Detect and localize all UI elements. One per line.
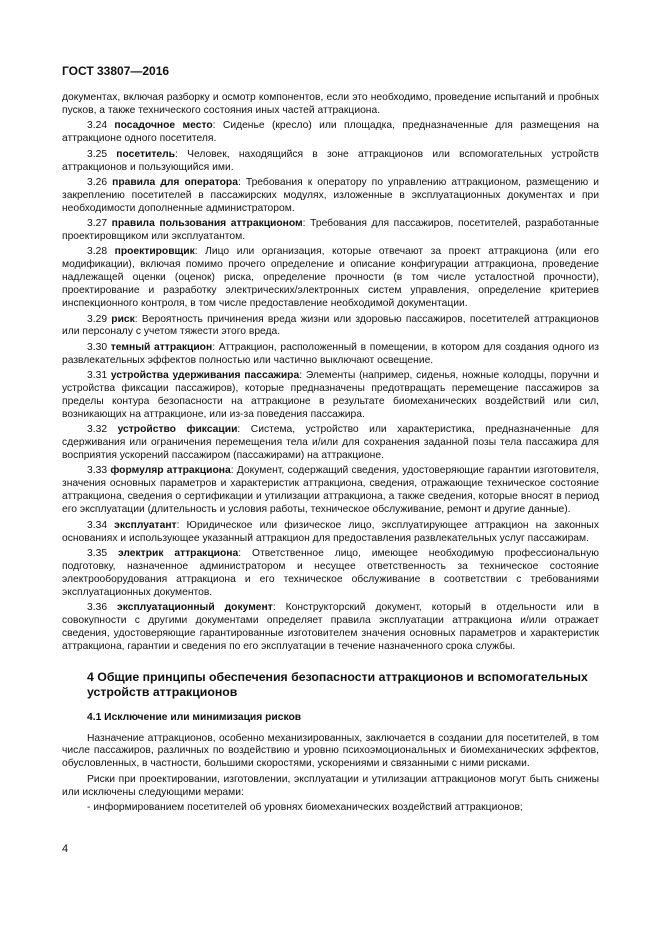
definition-text: : Элементы (например, сиденья, ножные колодцы, поручни и устройства фиксации пассажиров), которые предназначены предотвращать перемещение пассажиров за пределы контура безопасности на аттракционе в результате биомеханических воздействий или сил, возникающих на аттракционе, или из-за поведения пассажира. xyxy=(62,370,599,420)
definition-term: устройства удерживания пассажира xyxy=(110,370,300,382)
definition-term: формуляр аттракциона xyxy=(110,465,231,477)
definition-text: : Ответственное лицо, имеющее необходимую профессиональную подготовку, назначенное администратором и несущее ответственность за техническое состояние электрооборудования аттракциона и его техническое обслуживание в соответствии с требованиями эксплуатационных документов. xyxy=(62,547,599,598)
definition-text: : Требования к оператору по управлению аттракционом, размещению и закреплению посетителей в пассажирских модулях, изложенные в эксплуатационных документах и при необходимости дополненные администратором. xyxy=(62,176,599,214)
body-paragraph: Риски при проектировании, изготовлении, эксплуатации и утилизации аттракционов могут быть снижены или исключены следующими мерами: xyxy=(62,773,599,798)
definition-text: : Конструкторский документ, который в отдельности или в совокупности с другими документами определяет правила эксплуатации аттракциона и/или отражает сведения, удостоверяющие гарантированные изготовителем значения основных параметров и характеристик аттракциона, гарантии и сведения по его эксплуатации в течение назначенного срока службы. xyxy=(62,602,599,652)
definition-text: : Вероятность причинения вреда жизни или здоровью пассажиров, посетителей аттракционов или персоналу с учетом тяжести этого вреда. xyxy=(62,313,599,338)
page-body xyxy=(62,92,599,818)
definition-number: 3.26 xyxy=(87,176,108,188)
definitions-list xyxy=(62,120,599,653)
definition-item xyxy=(62,120,599,146)
definition-term: эксплуатационный документ xyxy=(117,602,273,614)
definition-term: правила пользования аттракционом xyxy=(111,218,303,230)
definition-item xyxy=(62,342,599,368)
definition-item xyxy=(62,424,599,463)
page-number: 4 xyxy=(62,843,69,855)
definition-term: эксплуатант xyxy=(114,519,177,531)
definition-text: : Аттракцион, расположенный в помещении, в котором для создания одного из развлекательных эффектов полностью или частично выключают освещение. xyxy=(62,341,599,366)
definition-term: проектировщик xyxy=(114,246,195,258)
definition-number: 3.29 xyxy=(87,313,108,325)
definition-text: : Лицо или организация, которые отвечают за проект аттракциона (или его модификации), включая помимо прочего определение и описание конфигурации аттракциона, проведение надлежащей оценки (оценок) риска, определение прочности (в том числе усталостной прочности), проектирование и разработку электрических/электронных систем управления, определение критериев инспекционного контроля, в том числе предоставление необходимой документации. xyxy=(62,246,599,310)
definition-item xyxy=(62,602,599,654)
definition-number: 3.35 xyxy=(87,547,108,559)
definition-term: темный аттракцион xyxy=(110,341,213,353)
definition-item xyxy=(62,218,599,244)
subsection-title: 4.1 Исключение или минимизация рисков xyxy=(87,711,302,723)
definition-number: 3.27 xyxy=(87,218,108,230)
definition-number: 3.36 xyxy=(87,602,108,614)
definition-number: 3.24 xyxy=(87,120,108,132)
definition-text: : Юридическое или физическое лицо, эксплуатирующее аттракцион на законных основаниях и использующее указанный аттракцион для предоставления развлекательных услуг пассажирам. xyxy=(62,519,599,544)
definition-term: правила для оператора xyxy=(112,176,238,188)
definition-number: 3.25 xyxy=(87,148,108,160)
definition-item xyxy=(62,314,599,340)
definition-item xyxy=(62,149,599,175)
definition-text: : Документ, содержащий сведения, удостоверяющие гарантии изготовителя, значения основных параметров и характеристик аттракциона, сведения, отражающие техническое состояние аттракциона, сведения о сертификации и утилизации аттракциона, а также сведения, которые вносят в период его эксплуатации (длительность и условия работы, техническое обслуживание, ремонт и другие данные). xyxy=(62,465,599,516)
list-item: - информированием посетителей об уровнях биомеханических воздействий аттракционов; xyxy=(87,802,523,814)
definition-term: электрик аттракциона xyxy=(117,547,239,559)
definition-item xyxy=(62,465,599,517)
definition-number: 3.28 xyxy=(87,246,108,258)
definition-number: 3.32 xyxy=(87,424,108,436)
definition-term: посадочное место xyxy=(114,120,213,132)
definition-item xyxy=(62,246,599,311)
definition-number: 3.34 xyxy=(87,519,108,531)
definition-term: устройство фиксации xyxy=(117,424,238,436)
document-header: ГОСТ 33807—2016 xyxy=(62,64,170,78)
definition-term: посетитель xyxy=(116,148,175,160)
definition-number: 3.33 xyxy=(87,465,108,477)
definition-term: риск xyxy=(111,313,135,325)
definition-number: 3.31 xyxy=(87,370,108,382)
body-paragraph: Назначение аттракционов, особенно механизированных, заключается в создании для посетителей, в том числе пассажиров, различных по воздействию и уровню психоэмоциональных и биомеханических эффектов, обусловленных, в частности, большими скоростями, ускорениями и связанными с ними рисками. xyxy=(62,732,599,770)
intro-paragraph: документах, включая разборку и осмотр компонентов, если это необходимо, проведение испытаний и пробных пусков, а также технического состояния иных частей аттракциона. xyxy=(62,92,599,116)
section-title: 4 Общие принципы обеспечения безопасности аттракционов и вспомогательных устройств аттракционов xyxy=(87,669,588,699)
definition-text: : Сиденье (кресло) или площадка, предназначенные для размещения на аттракционе одного посетителя. xyxy=(62,120,599,145)
definition-number: 3.30 xyxy=(87,341,108,353)
definition-item xyxy=(62,177,599,216)
definition-item xyxy=(62,520,599,546)
definition-item xyxy=(62,370,599,422)
definition-text: : Человек, находящийся в зоне аттракционов или вспомогательных устройств аттракционов и пользующийся ими. xyxy=(62,148,599,173)
definition-text: : Требования для пассажиров, посетителей, разработанные проектировщиком или эксплуатантом. xyxy=(62,218,599,243)
definition-text: : Система, устройство или характеристика, предназначенные для сдерживания или ограничения перемещения тела и/или для сохранения заданной позы тела пассажира для восприятия ускорений пассажиром (пассажирами) на аттракционе. xyxy=(62,424,599,462)
definition-item xyxy=(62,548,599,600)
